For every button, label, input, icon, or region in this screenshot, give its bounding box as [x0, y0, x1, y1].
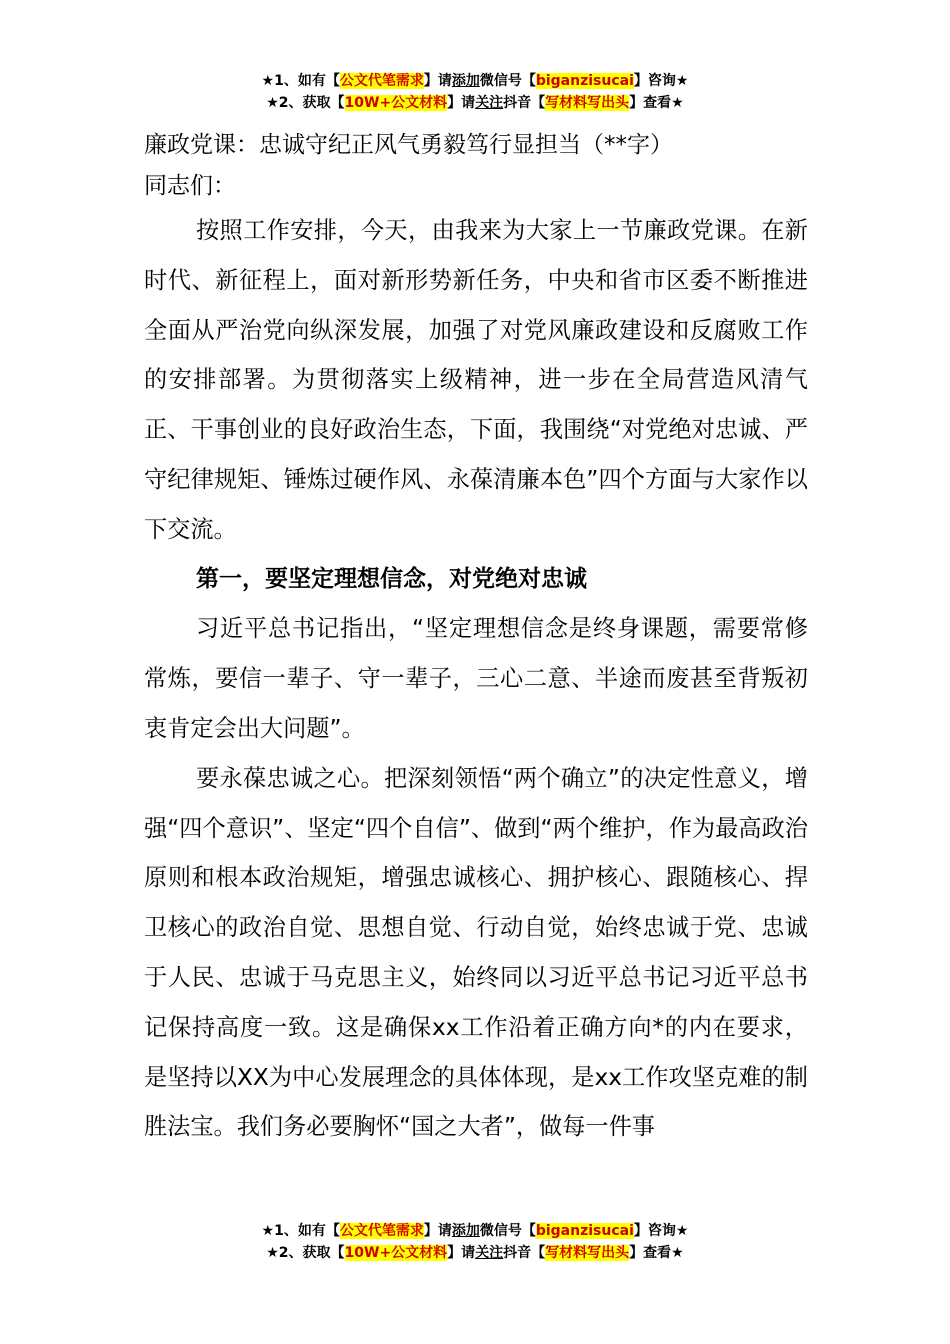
promo-underline: 关注	[475, 95, 504, 111]
paragraph-quote: 习近平总书记指出，“坚定理想信念是终身课题，需要常修常炼，要信一辈子、守一辈子，三心二意、半途而废甚至背叛初衷肯定会出大问题”。	[144, 615, 808, 742]
promo-text: 】请	[423, 73, 452, 89]
greeting: 同志们：	[144, 173, 236, 199]
promo-highlight: 10W+公文材料	[344, 1245, 448, 1261]
promo-text: 】咨询★	[633, 73, 689, 89]
promo-text: 】请	[447, 1245, 476, 1261]
promo-text: 】请	[447, 95, 476, 111]
promo-underline: 添加	[451, 1223, 480, 1239]
document-title: 廉政党课：忠诚守纪正风气勇毅笃行显担当（**字）	[144, 132, 673, 158]
promo-text: 】请	[423, 1223, 452, 1239]
promo-text: 抖音【	[503, 95, 546, 111]
promo-line-1	[0, 1220, 950, 1242]
promo-highlight: 10W+公文材料	[344, 95, 448, 111]
promo-text: 】查看★	[629, 1245, 684, 1261]
promo-douyin-id: 写材料写出头	[545, 1245, 630, 1261]
promo-wechat-id: biganzisucai	[535, 1223, 634, 1239]
promo-line-1	[0, 70, 950, 92]
promo-text: ★2、获取【	[266, 1245, 345, 1261]
promo-highlight: 公文代笔需求	[339, 1223, 424, 1239]
promo-underline: 关注	[475, 1245, 504, 1261]
promo-text: 微信号【	[479, 1223, 536, 1239]
promo-line-2	[0, 1242, 950, 1264]
paragraph-loyalty: 要永葆忠诚之心。把深刻领悟“两个确立”的决定性意义，增强“四个意识”、坚定“四个自信”、做到“两个维护，作为最高政治原则和根本政治规矩，增强忠诚核心、拥护核心、跟随核心、捍卫核心的政治自觉、思想自觉、行动自觉，始终忠诚于党、忠诚于人民、忠诚于马克思主义，始终同以习近平总书记习近平总书记保持高度一致。这是确保xx工作沿着正确方向*的内在要求，是坚持以XX为中心发展理念的具体体现，是xx工作攻坚克难的制胜法宝。我们务必要胸怀“国之大者”，做每一件事	[144, 764, 808, 1141]
promo-douyin-id: 写材料写出头	[545, 95, 630, 111]
promo-text: ★1、如有【	[261, 1223, 340, 1239]
promo-banner-top	[0, 70, 950, 114]
promo-banner-bottom	[0, 1220, 950, 1264]
promo-text: 微信号【	[479, 73, 536, 89]
promo-highlight: 公文代笔需求	[339, 73, 424, 89]
promo-text: 抖音【	[503, 1245, 546, 1261]
promo-text: ★2、获取【	[266, 95, 345, 111]
promo-line-2	[0, 92, 950, 114]
promo-text: 】咨询★	[633, 1223, 689, 1239]
promo-text: ★1、如有【	[261, 73, 340, 89]
promo-wechat-id: biganzisucai	[535, 73, 634, 89]
promo-text: 】查看★	[629, 95, 684, 111]
section-heading: 第一，要坚定理想信念，对党绝对忠诚	[196, 565, 587, 592]
document-body	[144, 130, 808, 1152]
promo-underline: 添加	[451, 73, 480, 89]
paragraph-intro: 按照工作安排，今天，由我来为大家上一节廉政党课。在新时代、新征程上，面对新形势新任务，中央和省市区委不断推进全面从严治党向纵深发展，加强了对党风廉政建设和反腐败工作的安排部署。为贯彻落实上级精神，进一步在全局营造风清气正、干事创业的良好政治生态，下面，我围绕“对党绝对忠诚、严守纪律规矩、锤炼过硬作风、永葆清廉本色”四个方面与大家作以下交流。	[144, 217, 808, 543]
